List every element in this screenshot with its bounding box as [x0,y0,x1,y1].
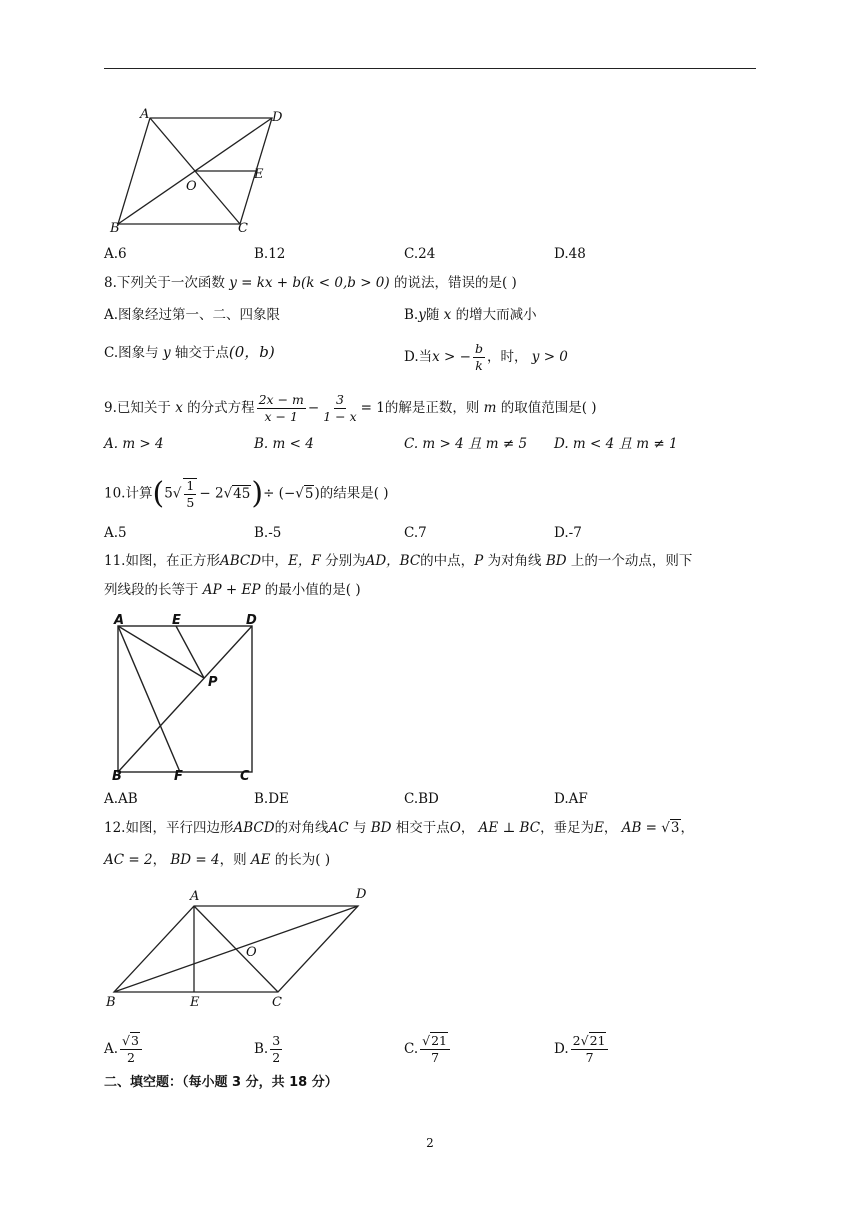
option-a: A.AB [104,791,138,807]
option-c: C.24 [404,246,436,262]
question-9: 9.已知关于 x 的分式方程 $\frac{2x - m}{x - 1}$ − $\frac{3}{1 - x}$ = 1的解是正数，则 m 的取值范围是( ) [104,392,597,424]
option-d: D. m < 4 且 m ≠ 1 [554,436,678,452]
question-12-line-2: AC = 2， BD = 4，则 AE 的长为( ) [104,852,331,868]
label-B: B [112,769,122,784]
label-O: O [186,179,197,194]
option-a: A.6 [104,246,127,262]
option-c: C.图象与 y 轴交于点(0，b) [104,343,275,361]
label-C: C [240,769,250,784]
label-D: D [356,887,367,902]
option-d: D. $\frac{2√21}{7}$ [554,1034,610,1065]
page-number: 2 [426,1136,434,1150]
option-a: A.5 [104,525,127,541]
label-C: C [238,221,248,236]
question-8: 8.下列关于一次函数 y = kx + b(k < 0,b > 0) 的说法，错误的是( ) [104,275,517,291]
section-heading: 二、填空题：（每小题 3 分，共 18 分） [104,1075,338,1090]
math-expr: y = kx + b(k < 0,b > 0) [229,275,390,291]
label-C: C [272,995,282,1010]
option-a: A. m > 4 [104,436,164,452]
option-c: C. m > 4 且 m ≠ 5 [404,436,528,452]
label-D: D [272,110,283,125]
option-c: C. $\frac{√21}{7}$ [404,1034,452,1065]
option-d: D.-7 [554,525,582,541]
question-11-line-2: 列线段的长等于 AP + EP 的最小值的是( ) [104,582,361,598]
label-A: A [190,889,200,904]
option-c: C.7 [404,525,427,541]
label-E: E [172,613,181,628]
figure-square-q11 [104,610,274,785]
label-D: D [246,613,257,628]
option-b: B.y随 x 的增大而减小 [404,307,537,323]
option-a: A.图象经过第一、二、四象限 [104,307,281,323]
label-A: A [114,613,125,628]
figure-parallelogram-q7 [100,100,300,240]
label-E: E [254,167,264,182]
option-d: D.当x > − $\frac{b}{k}$ ，时， y > 0 [404,341,568,373]
option-b: B.12 [254,246,286,262]
question-12-line-1: 12.如图，平行四边形ABCD的对角线AC 与 BD 相交于点O， AE ⊥ BC，垂足为E， AB = √3， [104,820,694,836]
option-d: D.AF [554,791,588,807]
question-10: 10.计算(5√ $\frac{1}{5}$ − 2√45)÷ (−√5)的结果是( ) [104,476,389,511]
option-b: B. $\frac{3}{2}$ [254,1033,281,1065]
label-B: B [110,221,120,236]
option-c: C.BD [404,791,439,807]
label-B: B [106,995,116,1010]
option-b: B.DE [254,791,289,807]
label-F: F [174,769,183,784]
label-E: E [190,995,200,1010]
header-rule [104,68,756,69]
label-O: O [246,945,257,960]
option-b: B.-5 [254,525,282,541]
option-a: A. $\frac{√3}{2}$ [104,1034,144,1065]
question-11-line-1: 11.如图，在正方形ABCD中，E，F 分别为AD，BC的中点，P 为对角线 BD 上的一个动点，则下 [104,553,693,569]
label-P: P [208,675,218,690]
figure-parallelogram-q12 [104,880,384,1015]
option-b: B. m < 4 [254,436,314,452]
option-d: D.48 [554,246,586,262]
label-A: A [140,107,150,122]
